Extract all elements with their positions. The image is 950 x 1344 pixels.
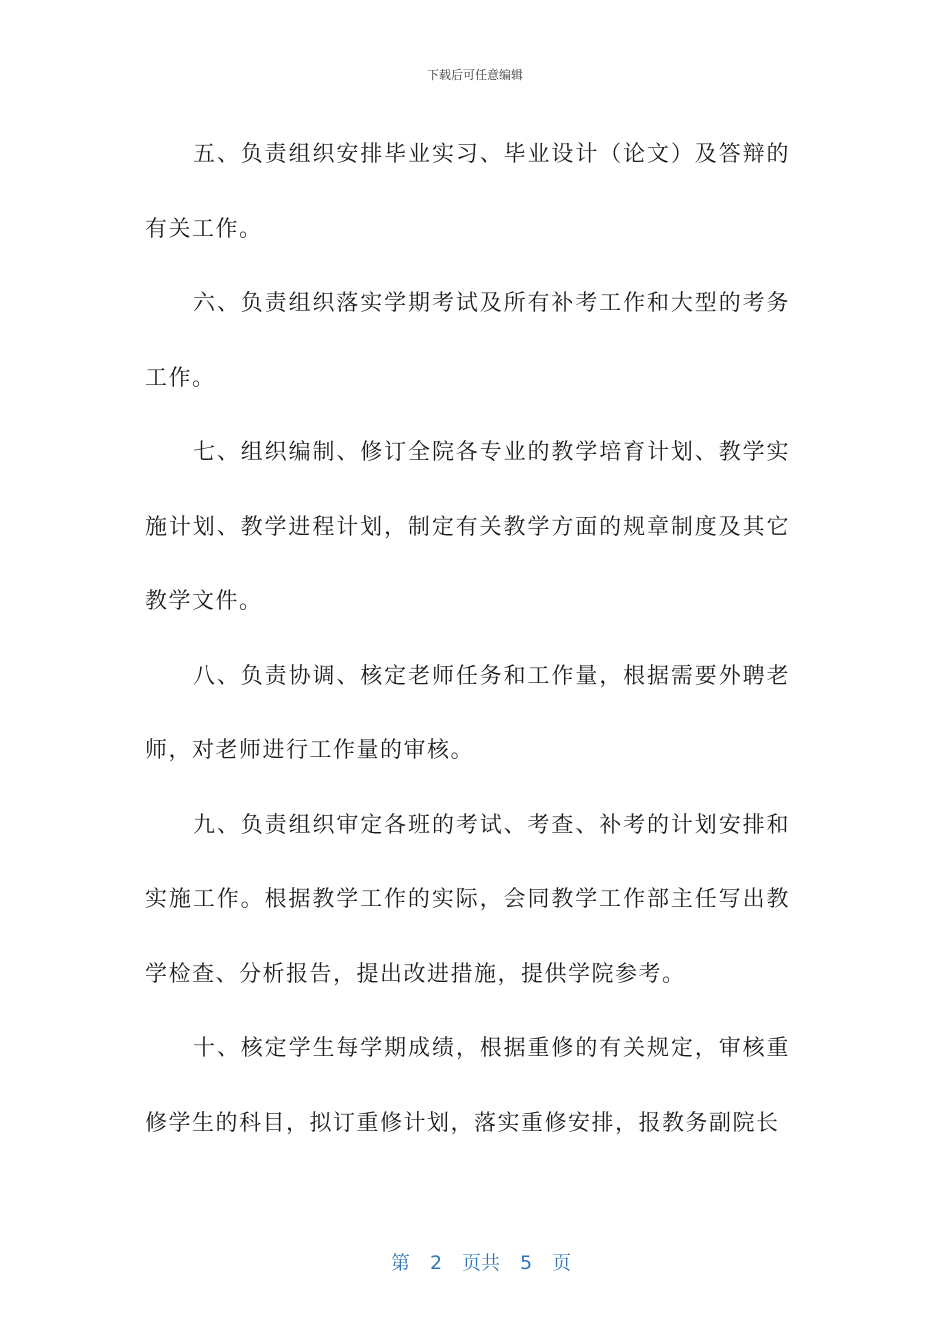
paragraph-item-5: 五、负责组织安排毕业实习、毕业设计（论文）及答辩的有关工作。 [145,142,790,242]
paragraph-item-6: 六、负责组织落实学期考试及所有补考工作和大型的考务工作。 [145,291,790,391]
paragraph-item-10: 十、核定学生每学期成绩，根据重修的有关规定，审核重修学生的科目，拟订重修计划，落实重修安排，报教务副院长 [145,1036,790,1136]
footer-middle: 页共 [462,1252,501,1274]
paragraph-item-8: 八、负责协调、核定老师任务和工作量，根据需要外聘老师，对老师进行工作量的审核。 [145,663,790,763]
footer-current-page: 2 [429,1252,443,1274]
paragraph-item-7: 七、组织编制、修订全院各专业的教学培育计划、教学实施计划、教学进程计划，制定有关教学方面的规章制度及其它教学文件。 [145,440,790,614]
paragraph-item-9: 九、负责组织审定各班的考试、考查、补考的计划安排和实施工作。根据教学工作的实际，会同教学工作部主任写出教学检查、分析报告，提出改进措施，提供学院参考。 [145,812,790,987]
footer-total-pages: 5 [520,1252,533,1274]
footer-suffix: 页 [552,1252,572,1274]
document-body [145,118,790,1161]
page-header-note: 下载后可任意编辑 [426,68,523,82]
page-footer [0,1226,950,1275]
footer-prefix: 第 [390,1252,410,1274]
